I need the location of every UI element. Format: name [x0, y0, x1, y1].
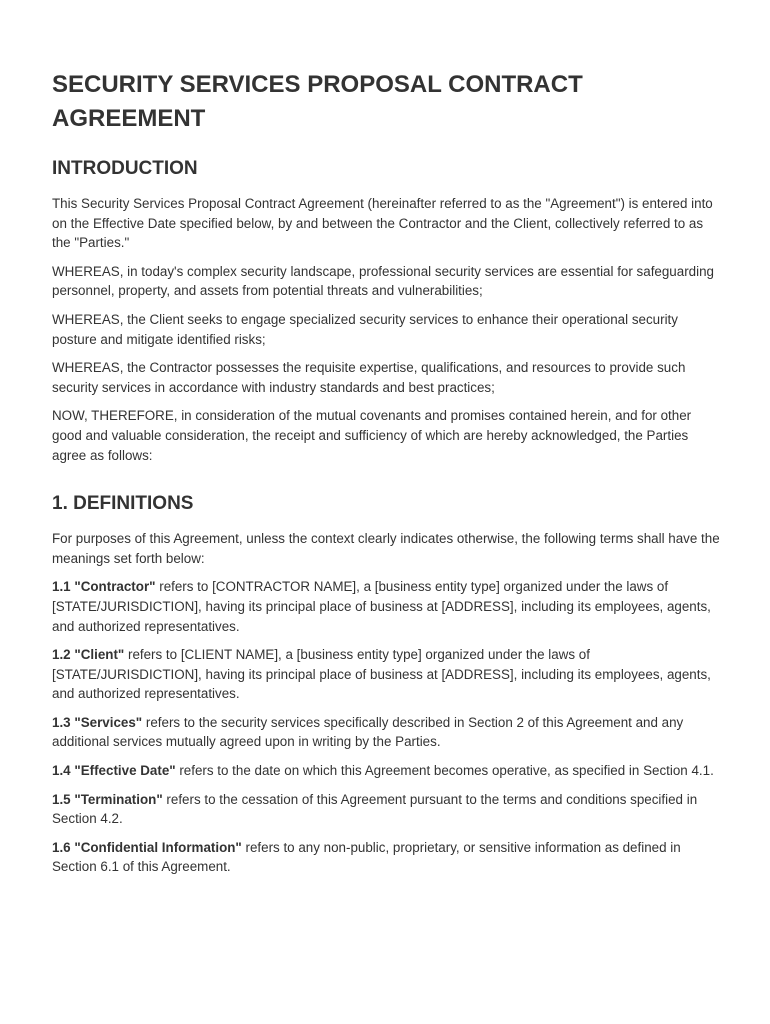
definition-term: "Effective Date" — [74, 763, 176, 779]
definition-item-client — [52, 645, 720, 704]
whereas-paragraph-2: WHEREAS, the Client seeks to engage specialized security services to enhance their operational security posture and mitigate identified risks; — [52, 311, 678, 347]
definition-item-services — [52, 713, 720, 752]
definition-number: 1.6 — [52, 839, 71, 855]
definition-number: 1.3 — [52, 714, 71, 730]
definition-term: "Confidential Information" — [74, 839, 242, 855]
definition-item-effective-date — [52, 761, 720, 781]
intro-paragraph: This Security Services Proposal Contract Agreement (hereinafter referred to as the "Agreement") is entered into on the Effective Date specified below, by and between the Contractor and the Client, collectively referred to as the "Parties." — [52, 196, 713, 251]
definition-number: 1.1 — [52, 579, 71, 595]
whereas-paragraph-3: WHEREAS, the Contractor possesses the requisite expertise, qualifications, and resources to provide such security services in accordance with industry standards and best practices; — [52, 360, 686, 395]
whereas-paragraph-1: WHEREAS, in today's complex security landscape, professional security services are essential for safeguarding personnel, property, and assets from potential threats and vulnerabilities; — [52, 263, 714, 299]
definition-term: "Contractor" — [74, 579, 156, 595]
definitions-intro: For purposes of this Agreement, unless the context clearly indicates otherwise, the following terms shall have the meanings set forth below: — [52, 531, 720, 566]
definition-text: refers to [CLIENT NAME], a [business entity type] organized under the laws of [STATE/JURISDICTION], having its principal place of business at [ADDRESS], including its employees, agents, and authorized representatives. — [52, 647, 711, 702]
definition-item-contractor — [52, 577, 720, 636]
document-page — [52, 68, 720, 886]
definition-text: refers to the security services specifically described in Section 2 of this Agreement and any additional services mutually agreed upon in writing by the Parties. — [52, 714, 684, 750]
definitions-section — [52, 529, 720, 877]
introduction-heading: INTRODUCTION — [52, 158, 198, 179]
definition-number: 1.4 — [52, 763, 71, 779]
document-title: SECURITY SERVICES PROPOSAL CONTRACT AGREEMENT — [52, 71, 583, 132]
definition-term: "Client" — [74, 647, 125, 663]
definition-text: refers to the date on which this Agreement becomes operative, as specified in Section 4.1. — [175, 763, 714, 779]
definitions-heading: 1. DEFINITIONS — [52, 493, 194, 515]
introduction-section — [52, 194, 720, 465]
definition-item-confidential-information — [52, 838, 720, 877]
definition-number: 1.5 — [52, 791, 71, 807]
definition-text: refers to the cessation of this Agreement pursuant to the terms and conditions specified in Section 4.2. — [52, 791, 698, 827]
now-therefore-paragraph: NOW, THEREFORE, in consideration of the mutual covenants and promises contained herein, and for other good and valuable consideration, the receipt and sufficiency of which are hereby acknowledged, the Parties agree as follows: — [52, 408, 692, 463]
definition-term: "Services" — [74, 714, 143, 730]
definition-text: refers to any non-public, proprietary, or sensitive information as defined in Section 6.1 of this Agreement. — [52, 839, 681, 875]
definition-text: refers to [CONTRACTOR NAME], a [business entity type] organized under the laws of [STATE/JURISDICTION], having its principal place of business at [ADDRESS], including its employees, agents, and authorized representatives. — [52, 579, 711, 634]
definition-number: 1.2 — [52, 647, 71, 663]
definition-item-termination — [52, 790, 720, 829]
definition-term: "Termination" — [74, 791, 163, 807]
